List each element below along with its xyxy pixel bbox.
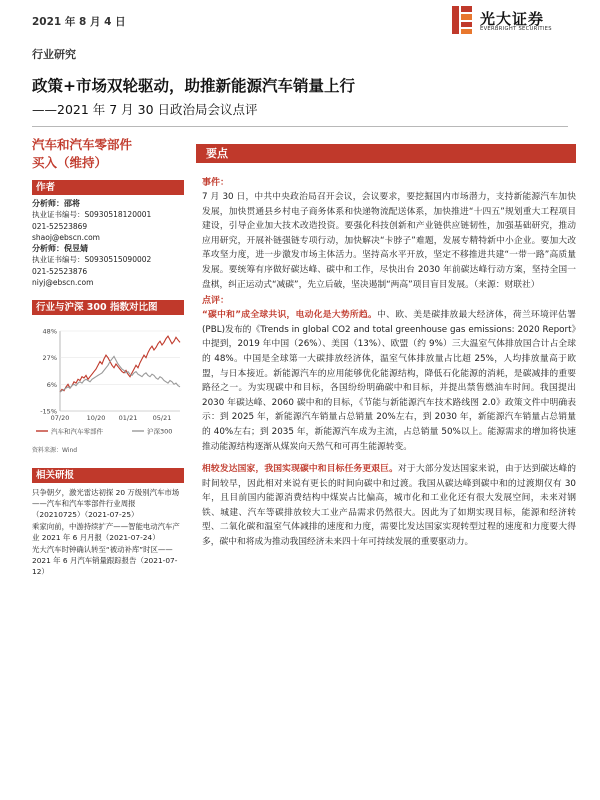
- x-tick-label: 10/20: [86, 414, 106, 423]
- analyst-cert: 执业证书编号：S0930515090002: [32, 255, 152, 265]
- analyst-name: 倪昱婧: [64, 244, 88, 254]
- related-report-link[interactable]: 只争朝夕，激光雷达初探 20 万级别汽车市场——汽车和汽车零部件行业周报（20210725）（2021-07-25）: [32, 488, 180, 520]
- header-divider: [32, 126, 568, 127]
- analyst-block: [32, 198, 184, 288]
- legend-label: 汽车和汽车零部件: [51, 427, 103, 436]
- series-line: [60, 357, 180, 393]
- x-tick-label: 01/21: [118, 414, 138, 423]
- paragraph-highlight: “碳中和”成全球共识，电动化是大势所趋。: [202, 310, 378, 321]
- paragraph-text: 中、欧、美是碳排放最大经济体，荷兰环境评估署(PBL)发布的《Trends in global CO2 and total greenhouse gas emissions: 2020 Report》中提到，2019 年中国（26%）、美国（13%）、欧盟（约 9%）三大温室气体排放国合计占全球的 48%。中国是全球第一大碳排放经济体，温室气体排放量占比超 25%，人均排放量高于欧盟，与日本接近。新能源汽车的应用能够优化能源结构，降低石化能源的消耗，是碳减排的重要路径之一。为实现碳中和目标，各国纷纷明确碳中和目标，并提出禁售燃油车时间。我国提出 2030 年碳达峰、2060 碳中和的目标，《节能与新能源汽车技术路线图 2.0》政策文件中明确表示：到 2025 年，新能源汽车销量占总销量 20%左右，到 2030 年，新能源汽车销量占总销量的 40%左右；到 2035 年，新能源汽车成为主流，占总销量 50%以上。能源需求的增加将快速推动能源结构逐渐从煤炭向天然气和可再生能源转变。: [202, 310, 576, 452]
- sidebar: [32, 136, 184, 578]
- y-tick-label: 6%: [46, 381, 57, 390]
- paragraph-text: 对于大部分发达国家来说，由于达到碳达峰的时间较早，因此相对来说有更长的时间向碳中和过渡。我国从碳达峰到碳中和的过渡期仅有 30 年，且目前国内能源消费结构中煤炭占比偏高，城市化和工业化还有很大发展空间，未来对钢铁、城建、汽车等碳排放较大工业产品需求仍然很大。因此为了如期实现目标，能源和经济转型、二氧化碳和温室气体减排的速度和力度，需要比发达国家实现转型过程的速度和力度要大得多，碳中和将成为推动我国经济未来四十年可持续发展的重要驱动力。: [202, 464, 577, 548]
- analyst-cert: 执业证书编号：S0930518120001: [32, 210, 152, 220]
- chart-svg: [32, 325, 184, 443]
- legend-label: 沪深300: [147, 427, 173, 436]
- x-tick-label: 05/21: [152, 414, 172, 423]
- related-report-link[interactable]: 乘家向前，中游持续扩产——智能电动汽车产业 2021 年 6 月月报（2021-07-24）: [32, 522, 180, 543]
- x-tick-label: 07/20: [50, 414, 70, 423]
- event-paragraph: 7 月 30 日，中共中央政治局召开会议，会议要求，要挖掘国内市场潜力，支持新能源汽车加快发展，加快贯通县乡村电子商务体系和快递物流配送体系，加快推进“十四五”规划重大工程项目建设，引导企业加大技术改造投资。要强化科技创新和产业链供应链韧性，加强基础研究，推动应用研究，开展补链强链专项行动，加快解决“卡脖子”难题，发展专精特新中小企业。要加大改革攻坚力度，进一步激发市场主体活力。坚持高水平开放，坚定不移推进共建“一带一路”高质量发展。要统筹有序做好碳达峰、碳中和工作，尽快出台 2030 年前碳达峰行动方案，坚持全国一盘棋，纠正运动式“减碳”，先立后破，坚决遏制“两高”项目盲目发展。（来源：财联社）: [202, 192, 576, 290]
- comment-paragraph-1: [202, 308, 576, 454]
- key-points-heading: 要点: [196, 144, 576, 163]
- section-type: 行业研究: [32, 48, 76, 61]
- logo-subtext: EVERBRIGHT SECURITIES: [480, 26, 552, 32]
- logo-text: 光大证券: [480, 10, 545, 28]
- chart-heading: 行业与沪深 300 指数对比图: [32, 300, 184, 315]
- logo: [452, 6, 572, 38]
- related-heading: 相关研报: [32, 468, 184, 483]
- analyst-phone: 021-52523869: [32, 221, 88, 231]
- paragraph-highlight: 相较发达国家，我国实现碳中和目标任务更艰巨。: [202, 464, 398, 475]
- analyst-phone: 021-52523876: [32, 266, 88, 276]
- industry-name: 汽车和汽车零部件: [32, 137, 133, 152]
- related-reports: [32, 487, 184, 577]
- rating: 买入（维持）: [32, 155, 108, 170]
- index-comparison-chart: [32, 325, 184, 443]
- everbright-logo-icon: [452, 6, 474, 34]
- analyst-email[interactable]: niyj@ebscn.com: [32, 278, 94, 288]
- y-tick-label: -15%: [40, 407, 57, 416]
- comment-label: 点评：: [202, 296, 230, 307]
- report-subtitle: ——2021 年 7 月 30 日政治局会议点评: [32, 102, 258, 117]
- related-report-link[interactable]: 光大汽车时钟确认转至“被动补库”时区——2021 年 6 月汽车销量跟踪报告（2021-07-12）: [32, 545, 178, 577]
- chart-source: 资料来源：Wind: [32, 447, 78, 455]
- main-content: [196, 144, 576, 550]
- authors-heading: 作者: [32, 180, 184, 195]
- y-tick-label: 48%: [42, 327, 57, 336]
- y-tick-label: 27%: [42, 354, 57, 363]
- event-label: 事件：: [202, 178, 230, 188]
- report-title: 政策+市场双轮驱动，助推新能源汽车销量上行: [32, 77, 355, 95]
- analyst-role: 分析师：: [32, 244, 64, 254]
- comment-paragraph-2: [202, 462, 576, 550]
- analyst-email[interactable]: shaoj@ebscn.com: [32, 232, 100, 242]
- analyst-role: 分析师：: [32, 199, 64, 208]
- analyst-name: 邵将: [64, 199, 80, 208]
- report-date: 2021 年 8 月 4 日: [32, 16, 126, 28]
